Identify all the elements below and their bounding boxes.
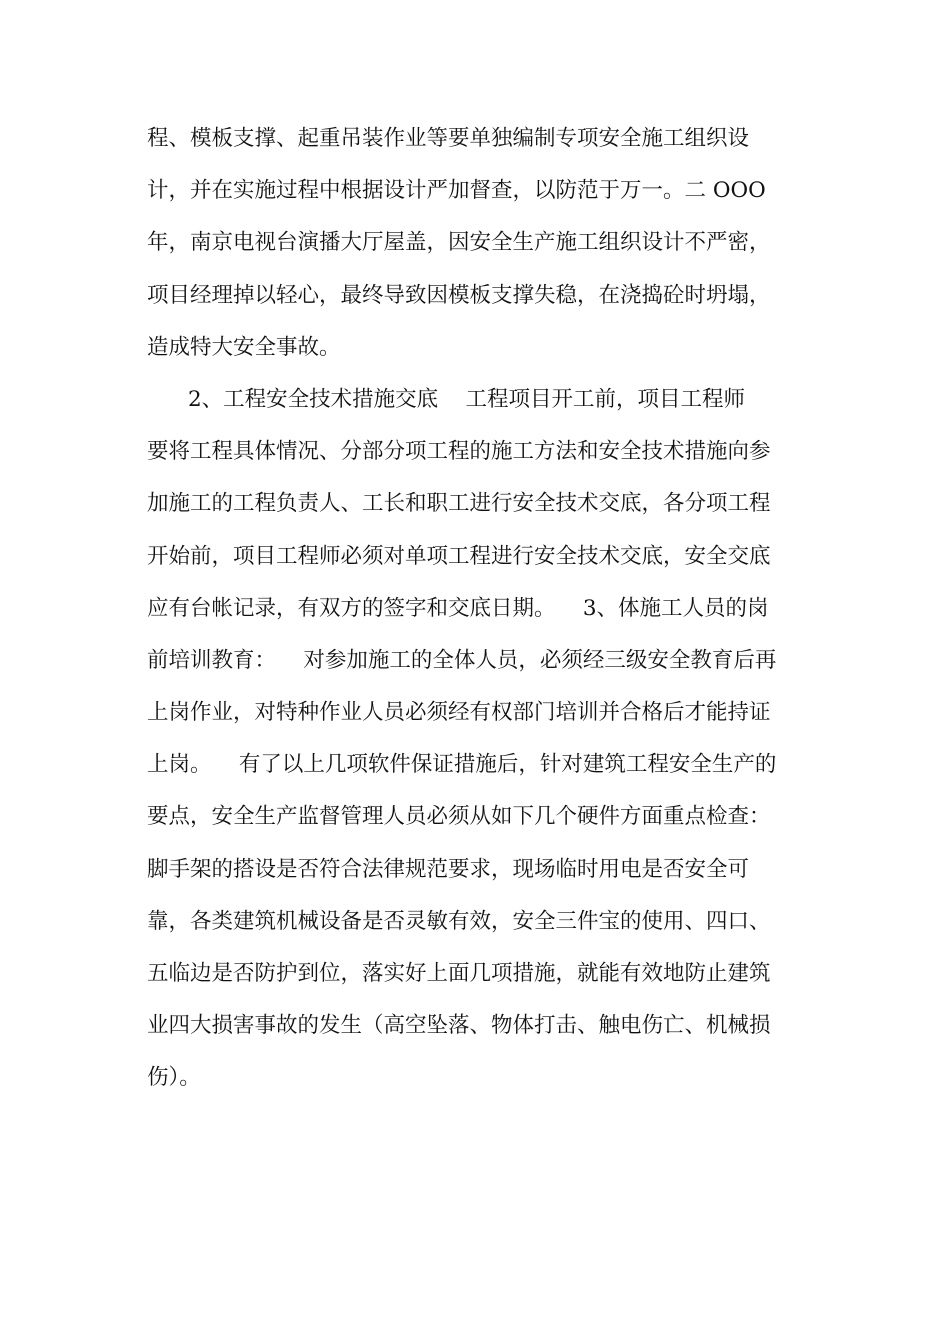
text-line-16: 靠，各类建筑机械设备是否灵敏有效，安全三件宝的使用、四口、 <box>147 908 771 934</box>
text-line-17: 五临边是否防护到位，落实好上面几项措施，就能有效地防止建筑 <box>147 961 771 986</box>
text-line-19: 伤）。 <box>147 1065 201 1091</box>
text-line-3: 年，南京电视台演播大厅屋盖，因安全生产施工组织设计不严密， <box>147 230 771 256</box>
text-line-2: 计，并在实施过程中根据设计严加督查，以防范于万一。二 OOO <box>147 178 766 204</box>
text-line-11: 前培训教育： 对参加施工的全体人员，必须经三级安全教育后再 <box>147 647 777 673</box>
text-line-12: 上岗作业，对特种作业人员必须经有权部门培训并合格后才能持证 <box>147 700 771 726</box>
text-line-13: 上岗。 有了以上几项软件保证措施后，针对建筑工程安全生产的 <box>147 752 777 778</box>
body-text <box>147 113 807 1105</box>
text-line-4: 项目经理掉以轻心，最终导致因模板支撑失稳，在浇捣砼时坍塌， <box>147 282 771 308</box>
text-line-10: 应有台帐记录，有双方的签字和交底日期。 3、体施工人员的岗 <box>147 595 769 621</box>
text-line-14: 要点，安全生产监督管理人员必须从如下几个硬件方面重点检查： <box>147 804 771 830</box>
text-line-1: 程、模板支撑、起重吊装作业等要单独编制专项安全施工组织设 <box>147 126 750 151</box>
text-line-15: 脚手架的搭设是否符合法律规范要求，现场临时用电是否安全可 <box>147 856 750 882</box>
text-line-9: 开始前，项目工程师必须对单项工程进行安全技术交底，安全交底 <box>147 543 771 569</box>
text-line-7: 要将工程具体情况、分部分项工程的施工方法和安全技术措施向参 <box>147 439 771 465</box>
text-line-18: 业四大损害事故的发生（高空坠落、物体打击、触电伤亡、机械损 <box>147 1013 771 1039</box>
text-line-8: 加施工的工程负责人、工长和职工进行安全技术交底，各分项工程 <box>147 491 771 517</box>
text-line-6: 2、工程安全技术措施交底 工程项目开工前，项目工程师 <box>147 386 746 412</box>
text-line-5: 造成特大安全事故。 <box>147 334 341 360</box>
